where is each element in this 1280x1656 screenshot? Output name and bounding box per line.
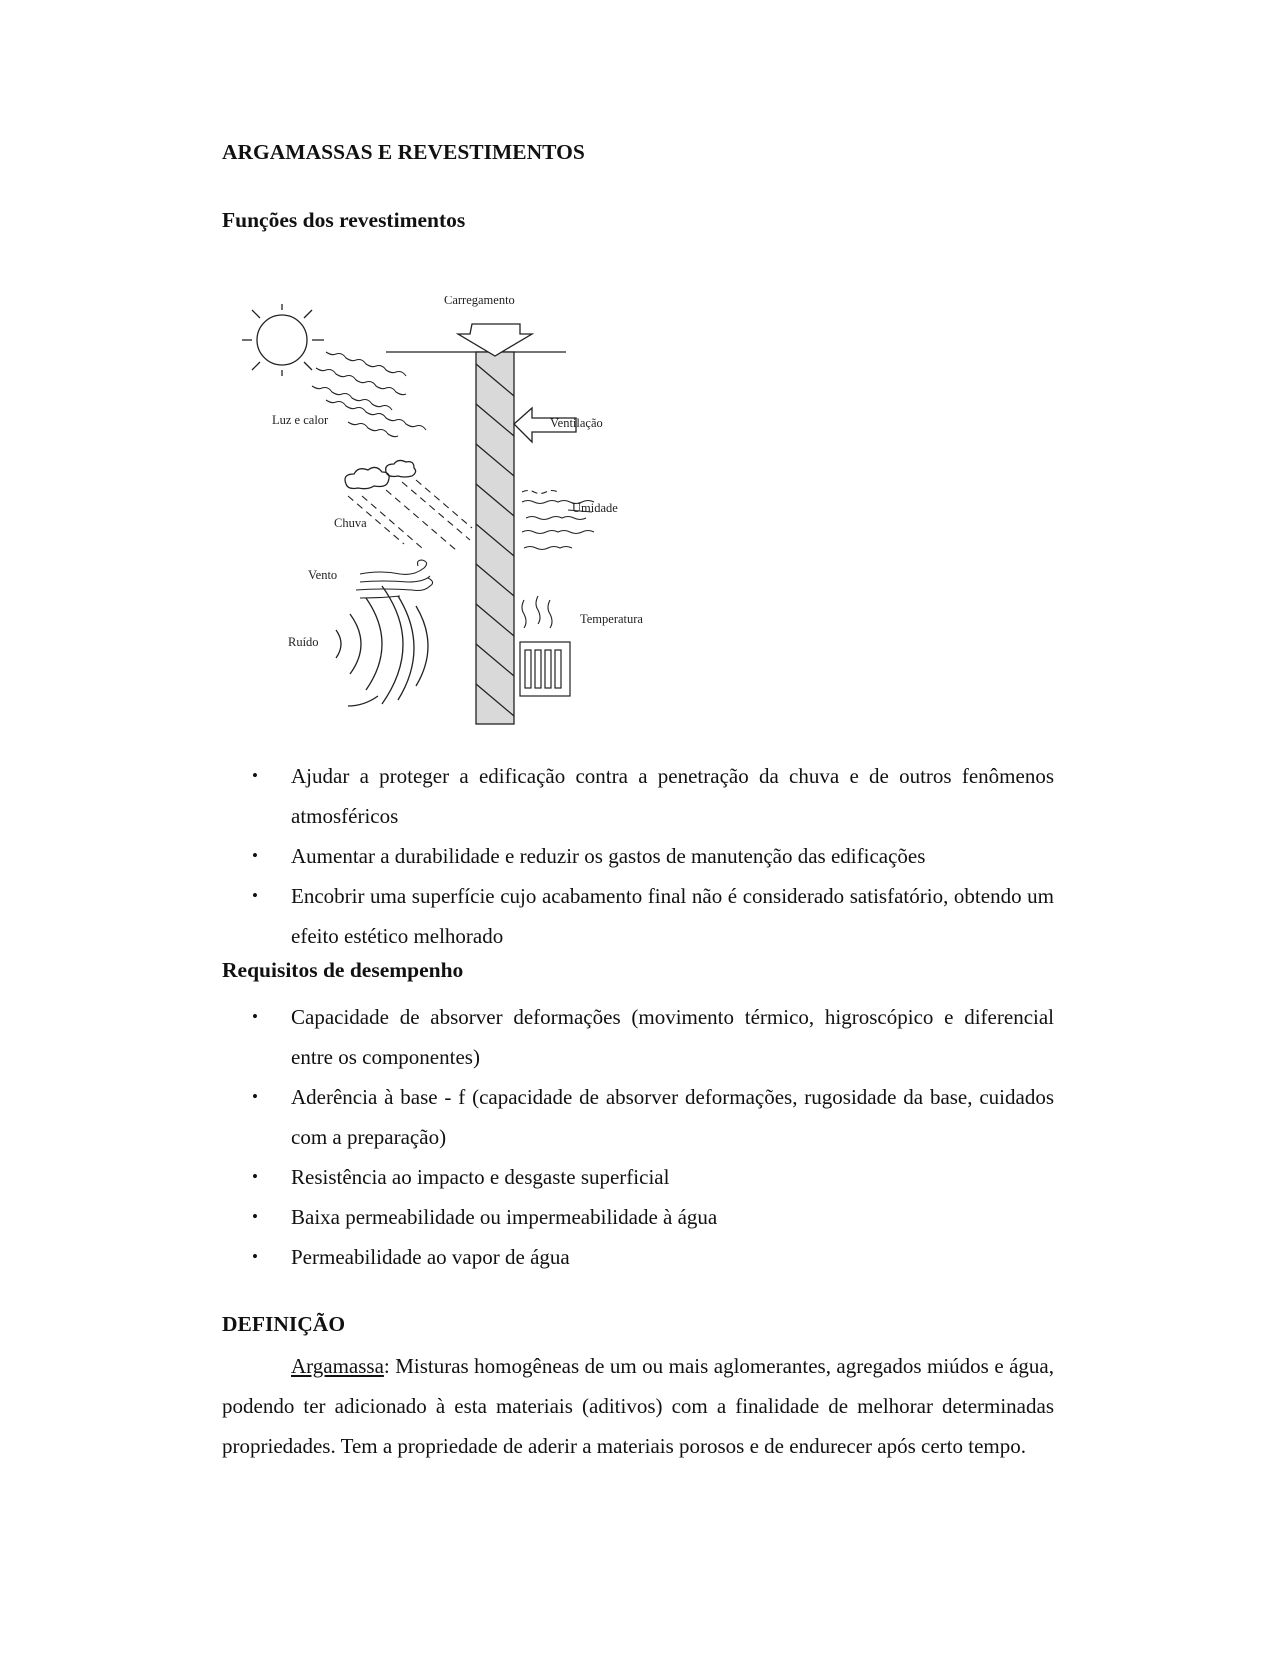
heat-waves-icon xyxy=(522,596,552,628)
document-title: ARGAMASSAS E REVESTIMENTOS xyxy=(222,140,585,164)
list-item: • Aderência à base - f (capacidade de absorver deformações, rugosidade da base, cuidados com a preparação) xyxy=(222,1077,1054,1157)
noise-waves-icon xyxy=(336,586,428,706)
list-item: • Ajudar a proteger a edificação contra a penetração da chuva e de outros fenômenos atmosféricos xyxy=(222,756,1054,836)
label-load: Carregamento xyxy=(444,296,515,307)
label-light-heat: Luz e calor xyxy=(272,413,329,427)
wind-icon xyxy=(356,560,433,598)
list-item: • Resistência ao impacto e desgaste superficial xyxy=(222,1157,1054,1197)
functions-list xyxy=(222,756,1054,956)
label-humidity: Umidade xyxy=(572,501,618,515)
label-ventilation: Ventilação xyxy=(550,416,603,430)
wall-section xyxy=(476,352,514,724)
load-arrow-icon xyxy=(458,324,532,356)
light-heat-rays xyxy=(312,352,426,437)
wall-loads-figure xyxy=(236,296,656,736)
list-item: • Baixa permeabilidade ou impermeabilidade à água xyxy=(222,1197,1054,1237)
definition-text: : Misturas homogêneas de um ou mais aglomerantes, agregados miúdos e água, podendo ter adicionado à esta materiais (aditivos) com a finalidade de melhorar determinadas propriedades. Tem a propriedade de aderir a materiais porosos e de endurecer após certo tempo. xyxy=(222,1354,1054,1458)
label-rain: Chuva xyxy=(334,516,367,530)
label-noise: Ruído xyxy=(288,635,319,649)
label-wind: Vento xyxy=(308,568,338,582)
list-item: • Capacidade de absorver deformações (movimento térmico, higroscópico e diferencial entre os componentes) xyxy=(222,997,1054,1077)
list-item: • Encobrir uma superfície cujo acabamento final não é considerado satisfatório, obtendo um efeito estético melhorado xyxy=(222,876,1054,956)
section-heading-requirements: Requisitos de desempenho xyxy=(222,958,464,982)
sun-icon xyxy=(242,304,324,376)
section-heading-definition: DEFINIÇÃO xyxy=(222,1312,346,1336)
rain-lines xyxy=(348,480,472,550)
list-item: • Aumentar a durabilidade e reduzir os gastos de manutenção das edificações xyxy=(222,836,1054,876)
label-temperature: Temperatura xyxy=(580,612,643,626)
section-heading-functions: Funções dos revestimentos xyxy=(222,208,466,232)
radiator-icon xyxy=(520,642,570,696)
definition-paragraph xyxy=(222,1346,1054,1466)
requirements-list xyxy=(222,997,1054,1277)
definition-term: Argamassa xyxy=(291,1354,384,1378)
humidity-waves xyxy=(522,491,594,550)
list-item: • Permeabilidade ao vapor de água xyxy=(222,1237,1054,1277)
